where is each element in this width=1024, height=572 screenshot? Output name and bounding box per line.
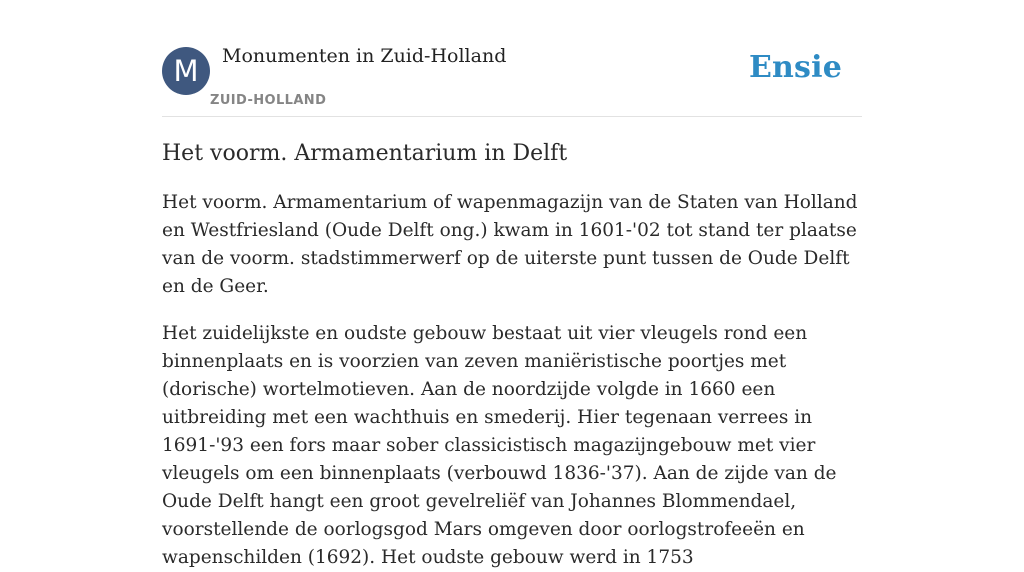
header bbox=[162, 0, 862, 117]
article-paragraph: Het zuidelijkste en oudste gebouw bestaat uit vier vleugels rond een binnenplaats en is voorzien van zeven maniëristische poortjes met (dorische) wortelmotieven. Aan de noordzijde volgde in 1660 een uitbreiding met een wachthuis en smederij. Hier tegenaan verrees in 1691-'93 een fors maar sober classicistisch magazijngebouw met vier vleugels om een binnenplaats (verbouwd 1836-'37). Aan de zijde van de Oude Delft hangt een groot gevelreliëf van Johannes Blommendael, voorstellende de oorlogsgod Mars omgeven door oorlogstrofeeën en wapenschilden (1692). Het oudste gebouw werd in 1753 bbox=[162, 323, 837, 568]
book-title-link[interactable]: Monumenten in Zuid-Holland bbox=[222, 45, 507, 67]
article bbox=[162, 138, 862, 572]
article-paragraph: Het voorm. Armamentarium of wapenmagazijn van de Staten van Holland en Westfriesland (Oude Delft ong.) kwam in 1601-'02 tot stand ter plaatse van de voorm. stadstimmerwerf op de uiterste punt tussen de Oude Delft en de Geer. bbox=[162, 192, 858, 297]
article-title: Het voorm. Armamentarium in Delft bbox=[162, 141, 568, 166]
avatar[interactable]: M bbox=[162, 47, 210, 95]
category-link[interactable]: ZUID-HOLLAND bbox=[210, 93, 327, 108]
brand-logo[interactable]: Ensie bbox=[748, 50, 842, 85]
